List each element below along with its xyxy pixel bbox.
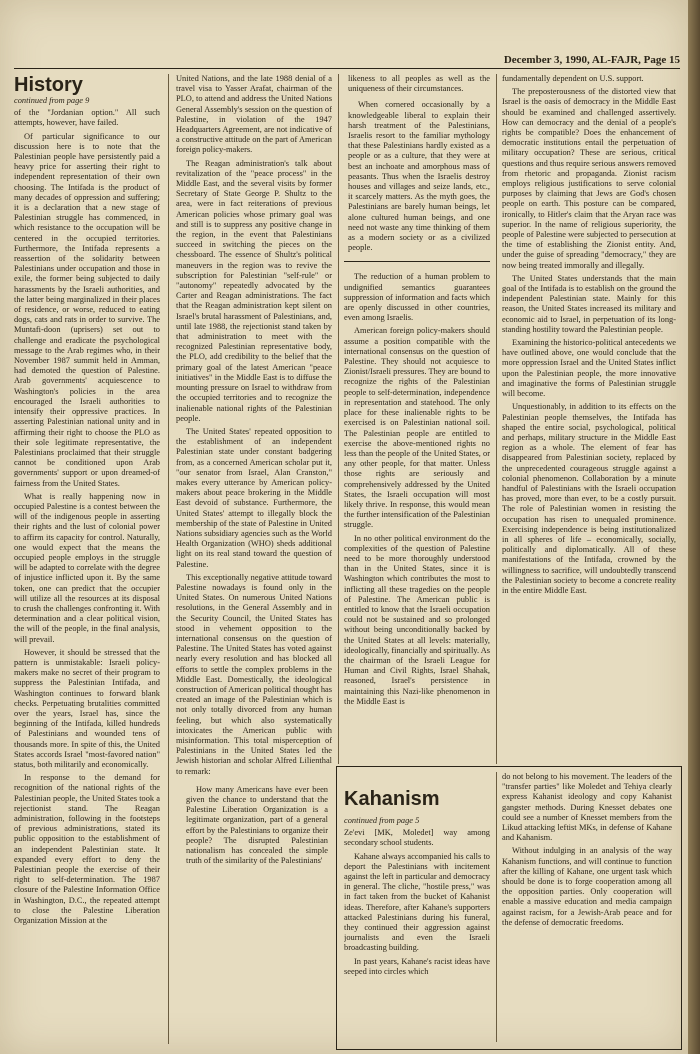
history-column-3: [344, 74, 490, 764]
block-quote: How many Americans have ever been given the chance to understand that the Palestine Liberation Organization is a legitimate organization, part of a general effort by the Palestinians to organize their people? The disrupted Palestinian nationalism has concealed the simple truth of the similarity of the Palestinians': [186, 784, 328, 866]
paragraph: The reduction of a human problem to undignified semantics guarantees suppression of information and facts which are openly discussed in other countries, even among Israelis.: [344, 272, 490, 323]
paragraph: However, it should be stressed that the pattern is unmistakable: Israeli policy-makers make no secret of their program to suppress the Palestinian Intifada, and Washington continues to forward blank checks. Perpetuating brutalities committed over the years, Israel has, since the beginning of the Intifada, killed hundreds of Palestinians and wounded tens of thousands more. In spite of this, the United States accords Israel "most-favored nation" status, both militarily and economically.: [14, 647, 160, 769]
block-quote: likeness to all peoples as well as the uniqueness of their circumstances.: [348, 74, 490, 94]
paragraph: Unquestionably, in addition to its effects on the Palestinian people themselves, the Intifada has shaped the entire social, psychological, political and perhaps, military structure in the Middle East region as a whole. The element of fear has disappeared from Palestinian society, replaced by the unprecedented courageous struggle against a colonial phenomenon. Collaboration by a minute handful of Palestinians with the Israeli occupation has proved, more than ever, to be a costly pursuit. The role of Palestinian women in resisting the occupation has risen to unequaled prominence. Exercising independence is being institutionalized in all spheres of life – economically, socially, politically and diplomatically. All of these manifestations of the Intifada, crowned by the willingness to sacrifice, will undoubtedly transcend the Palestinian society to become a concrete reality in the entire Middle East.: [502, 402, 676, 595]
paragraph: The Reagan administration's talk about revitalization of the "peace process" in the Middle East, and the several visits by former Secretary of State George P. Shultz to the area, were in fact reiterations of previous American policies whose primary goal was and still is to suppress any positive change in the region, in the event that Palestinians succeed in switching the pieces on the chessboard. The essence of Shultz's political maneuvers in the region was to revive the subscription for Palestinian "self-rule" or "autonomy" repeatedly advocated by the Carter and Reagan administrations. The fact that the Reagan administration kept silent on Israel's brutal harassment of Palestinians, and, until late 1988, the rejectionist stand taken by that administration to meet with the recognized Palestinian representative body, the PLO, add credibility to the belief that the primary goal of the latest American "peace initiatives" in the Middle East is to diffuse the mounting pressure on Israel to withdraw from the occupied territories and to recognize the inalienable national rights of the Palestinian people.: [176, 158, 332, 423]
paragraph: What is really happening now in occupied Palestine is a contest between the will of the indigenous people in asserting their rights and the lust of colonial power to affirm its capacity for control. Naturally, one would expect that the means the occupied people employs in the struggle will be adapted to correlate with the degree of injustice inflicted upon it. By the same token, one can predict that the occupier will utilize all the resources at its disposal to crush the challenges confronting it. With determination and a clear political vision, the will of the people, in the final analysis, will prevail.: [14, 491, 160, 644]
history-column-1: [14, 74, 160, 1044]
paragraph: American foreign policy-makers should assume a position compatible with the international consensus on the question of Palestine. They should not acquiesce to Zionist/Israeli pressures. They are bound to recognize the rights of the Palestinian people to self-determination, independence in representation and statehood. The only place for these inalienable rights to be exercised is on Palestinian national soil. The Palestinian people are entitled to exercise the above-mentioned rights no less than the people of the United States, or any other people, for that matter. Unless those rights are seriously and comprehensively addressed by the United States, the Israeli occupation will most likely thrive. In response, this would mean the further intensification of the Palestinian struggle.: [344, 326, 490, 530]
history-column-2: [176, 74, 332, 1044]
paragraph: The United States understands that the main goal of the Intifada is to establish on the ground the independent Palestinian state. Mainly for this reason, the United States increased its military and economic aid to Israel, in perpetuation of its long-standing hostility toward the Palestinian people.: [502, 273, 676, 334]
paragraph: Kahane always accompanied his calls to deport the Palestinians with incitement against the left in particular and democracy in general. The cliche, "hostile press," was in fact taken from the bucket of Kahanist ideas. Therefore, after Kahane's supporters attacked Palestinians during his funeral, they continued their aggression against journalists and even the Israeli broadcasting building.: [344, 851, 490, 953]
paragraph: In no other political environment do the complexities of the question of Palestine need to be more thoroughly understood than in the United States, since it is Washington which contributes the most to inflicting all these tragedies on the people of Palestine. The American public is entitled to know that the Israeli occupation could not be sustained and so prolonged without being unconditionally backed by the United States at all levels: materially, ideologically, financially and spiritually. As the chairman of the Israeli League for Human and Civil Rights, Israel Shahak, reasoned, Israel's persistence in maintaining this Nazi-like phenomenon in the Middle East is: [344, 533, 490, 706]
history-continued-note: continued from page 9: [14, 96, 90, 105]
history-column-4: [502, 74, 676, 764]
column-divider: [496, 74, 497, 764]
column-divider: [338, 74, 339, 764]
paragraph: The preposterousness of the distorted view that Israel is the oasis of democracy in the Middle East should be examined and challenged assertively. How can democracy and the denial of a people's rights be compatible? Does the enhancement of democratic institutions entail the perpetuation of military occupation? These are serious, critical questions and thus require serious answers removed from rhetoric and propaganda. Zionist racism employs religious justifications to serve colonial purposes by claiming that Jews are God's chosen people on earth. This posture can be compared, ironically, to Hitler's claim that the Aryan race was superior. In the name of religious superiority, the people of Palestine were subjected to persecution at the time of establishing the Zionist entity. And, under the guise of spreading "democracy," they are now being treated immorally and illegally.: [502, 87, 676, 270]
paragraph: In response to the demand for recognition of the national rights of the Palestinian people, the United States took a rejectionist stand. The Reagan administration, following in the footsteps of previous administrations, stated its public opposition to the establishment of an independent Palestinian state. It expanded every effort to deny the Palestinian people the exercise of their right to self-determination. The 1987 closure of the Palestine Information Office in Washington, D.C., the repeated attempt to close the Palestine Liberation Organization Mission at the: [14, 773, 160, 926]
paragraph: fundamentally dependent on U.S. support.: [502, 74, 644, 83]
paragraph: Examining the historico-political antecedents we have outlined above, one would conclude that the more oppression Israel and the United States inflict upon the Palestinian people, the more innovative and imaginative the forms of Palestinian struggle will become.: [502, 338, 676, 399]
column-divider: [168, 74, 169, 1044]
paragraph: This exceptionally negative attitude toward Palestine nowadays is found only in the United States. On numerous United Nations resolutions, in the General Assembly and in the Security Council, the United States has stood in vehement opposition to the international consensus on the question of Palestine. The United States has voted against nearly every resolution and has blocked all efforts to settle the complex problems in the Middle East. Domestically, the ideological construction of American political thought has created an image of the Palestinian which is not only totally divorced from any human feeling, but which also systematically intoxicates the American public with misinformation. This total misperception of Palestinians in the United States led the Jewish historian and scholar Alfred Lilienthal to remark:: [176, 572, 332, 776]
block-quote: When cornered occasionally by a knowledgeable liberal to explain their harsh treatment of the Palestinians, Israelis resort to the familiar mythology that these Palestinians hardly existed as a people or as a culture, that they were at best an inchoate and amorphous mass of peasants. Thus when the Israelis destroy houses and villages and seize lands, etc., it scarcely matters. As the myth goes, the Palestinians are barely human beings, let alone cultured human beings, and one need not waste any time thinking of them as a modern society or as a civilized people.: [348, 100, 490, 253]
kahanism-column-1: [344, 772, 490, 1042]
binding-edge: [688, 0, 700, 1054]
paragraph: Ze'evi [MK, Moledet] way among secondary school students.: [344, 828, 490, 848]
kahanism-column-2: [502, 772, 672, 1042]
kahanism-title: Kahanism: [344, 788, 440, 810]
history-title: History: [14, 74, 83, 96]
kahanism-continued-note: continued from page 5: [344, 816, 420, 825]
paragraph: of the "Jordanian option." All such attempts, however, have failed.: [14, 108, 160, 128]
paragraph: Of particular significance to our discussion here is to note that the Palestinian people have persistently paid a heavy price for asserting their right to independent representation of their own choosing. The Intifada is the product of many decades of oppression and suffering; it is a declaration that a new stage of Palestinian struggle has commenced, in which resistance to the occupation will be centered in the occupied territories. Furthermore, the Intifada represents a reassertion of the solidarity between Palestinians under occupation and those in exile, the former being subjected to daily harassments by the Israeli authorities, and the latter being marginalized in their places of residence, or worse, reduced to eating dogs, cats and rats in order to survive. The Muntafi-doon (uprisers) set out to challenge and eradicate the psychological message to the Arab regimes who, in their November 1987 summit held in Amman, had demoted the question of Palestine. Arab governments' acquiescence to Washington's policies in the area encouraged the Israeli authorities to intensify their oppressive practices. In asserting Palestinian national unity and in affirming their right to choose the PLO as their sole legitimate representative, the Palestinians proclaimed that their struggle cannot be conditioned upon Arab governments' support or upon dreamed-of fairness from the United States.: [14, 131, 160, 488]
paragraph: In past years, Kahane's racist ideas have seeped into circles which: [344, 956, 490, 976]
header-rule: [14, 68, 680, 69]
page-header: December 3, 1990, AL-FAJR, Page 15: [503, 54, 680, 66]
paragraph: United Nations, and the late 1988 denial of a travel visa to Yasser Arafat, chairman of the PLO, to attend and address the United Nations General Assembly's session on the question of Palestine, in violation of the 1947 Headquarters Agreement, are not indicative of a constructive attitude on the part of American foreign policy-makers.: [176, 74, 332, 155]
quote-continuation: [348, 74, 490, 253]
paragraph: Without indulging in an analysis of the way Kahanism functions, and will continue to function after the killing of Kahane, one urgent task which should be done is to forge cooperation among all the opposition parties. Only cooperation will enable a massive education and media campaign against racism, for a Jewish-Arab peace and for the defense of democratic freedoms.: [502, 846, 672, 927]
paragraph: The United States' repeated opposition to the establishment of an independent Palestinian state under constant badgering from, as a concerned American scholar put it, "our senator from Israel, Alan Cranston," makes every utterance by American policy-makers about peace brokering in the Middle East devoid of substance. Furthermore, the United States' attempt to illegally block the membership of the state of Palestine in United Nations subsidiary agencies such as the World Health Organization (WHO) sheds additional light on its real stand toward the question of Palestine.: [176, 426, 332, 569]
paragraph: do not belong to his movement. The leaders of the "transfer parties" like Moledet and Tehiya clearly express Kahanist ideology and copy Kahanist gangster methods. During Knesset debates one could see a number of Knesset members from the Likud attacking leftist MKs, in defense of Kahane and Kahanism.: [502, 772, 672, 843]
quote-end-rule: [344, 261, 490, 262]
column-divider: [496, 772, 497, 1042]
